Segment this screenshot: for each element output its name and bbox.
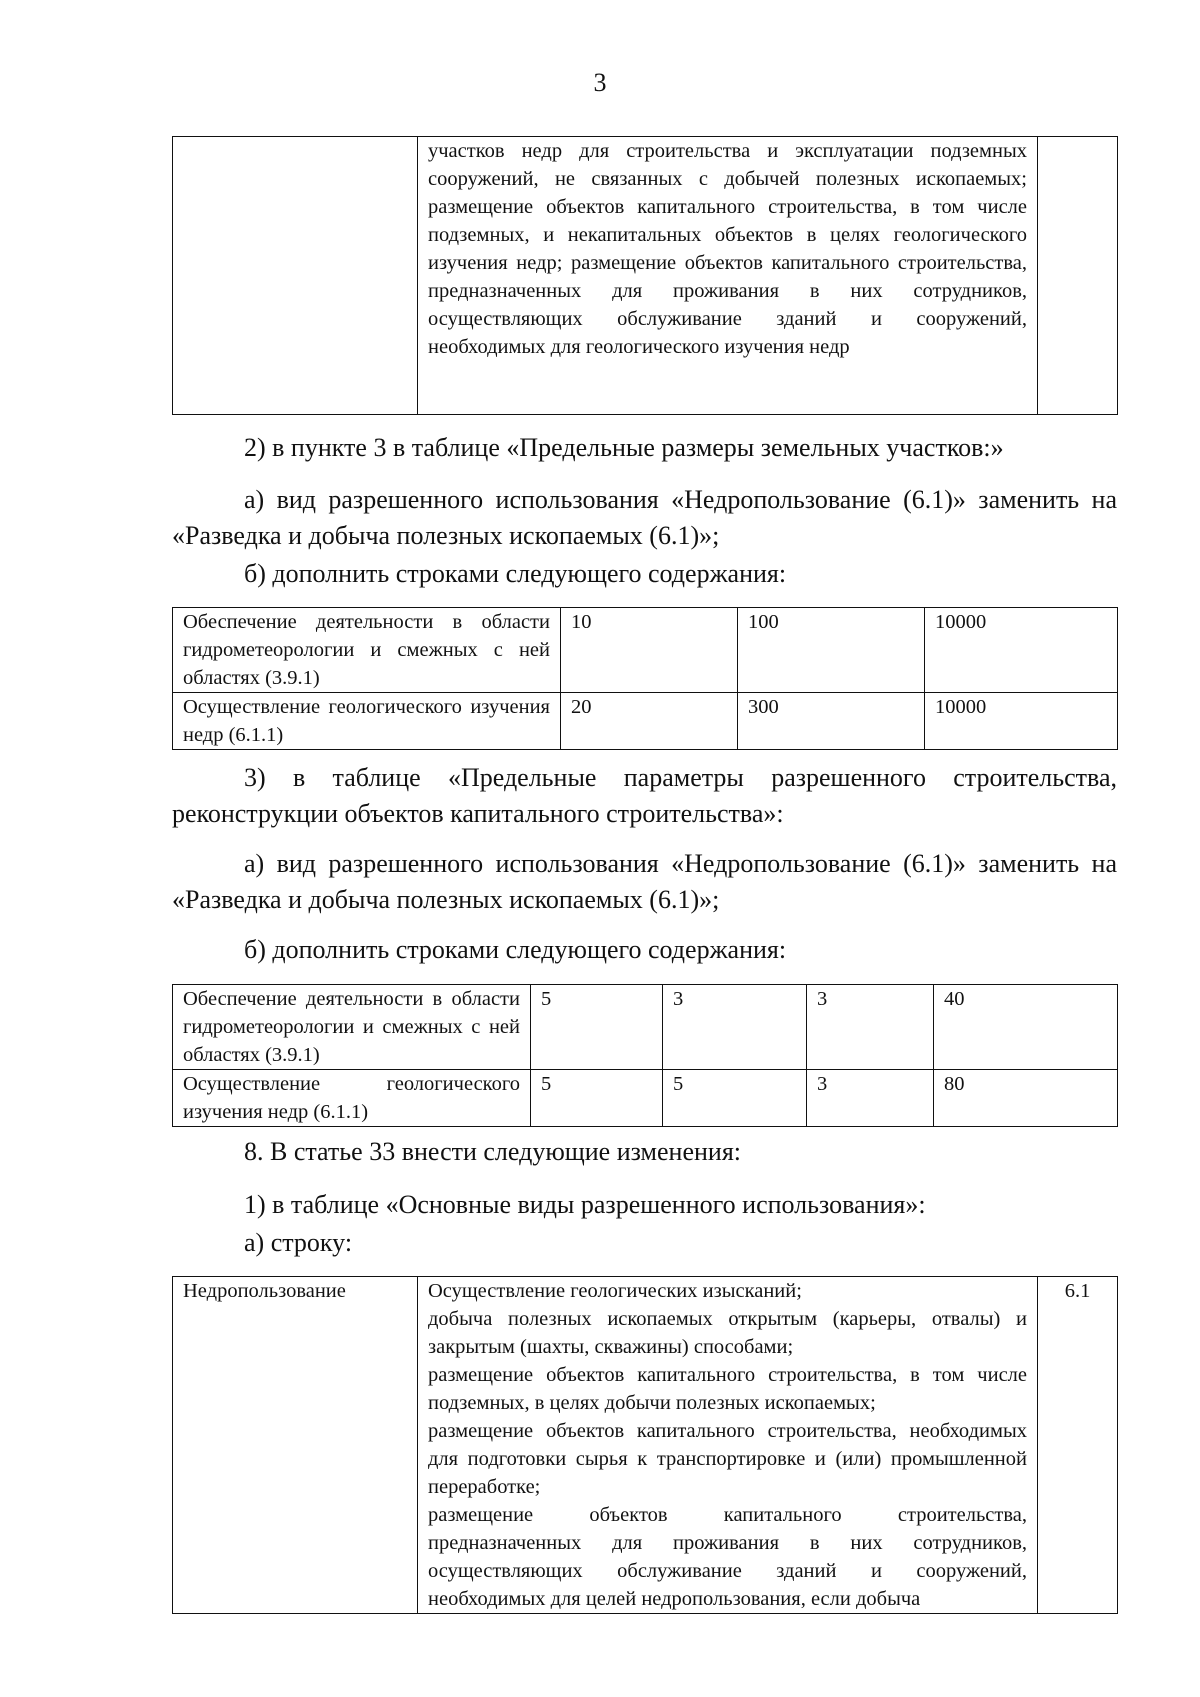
use-type-cell: Обеспечение деятельности в области гидрометеорологии и смежных с ней областях (3.9.1): [173, 985, 531, 1070]
value-cell: 5: [531, 985, 663, 1070]
use-type-cell: Осуществление геологического изучения недр (6.1.1): [173, 1070, 531, 1127]
description-line: размещение объектов капитального строительства, предназначенных для проживания в них сотрудников, осуществляющих обслуживание зданий и сооружений, необходимых для целей недропользования, если добыча: [428, 1504, 1027, 1610]
table-row: [173, 693, 1118, 750]
value-cell: 10000: [925, 693, 1118, 750]
description-line: размещение объектов капитального строительства, необходимых для подготовки сырья к транспортировке и (или) промышленной переработке;: [428, 1420, 1027, 1498]
value-cell: 5: [663, 1070, 807, 1127]
paragraph-item-3b: б) дополнить строками следующего содержания:: [244, 935, 787, 964]
value-cell: 300: [738, 693, 925, 750]
description-cell: участков недр для строительства и эксплуатации подземных сооружений, не связанных с добычей полезных ископаемых; размещение объектов капитального строительства, в том числе подземных, и некапитальных объектов в целях геологического изучения недр; размещение объектов капитального строительства, предназначенных для проживания в них сотрудников, осуществляющих обслуживание зданий и сооружений, необходимых для геологического изучения недр: [418, 137, 1038, 415]
value-cell: 3: [807, 1070, 934, 1127]
value-cell: 5: [531, 1070, 663, 1127]
permitted-use-table: [172, 1276, 1118, 1614]
paragraph-item-8: 8. В статье 33 внести следующие изменения:: [244, 1137, 741, 1166]
value-cell: 3: [663, 985, 807, 1070]
use-type-cell: Обеспечение деятельности в области гидрометеорологии и смежных с ней областях (3.9.1): [173, 608, 561, 693]
paragraph-item-2a: а) вид разрешенного использования «Недропользование (6.1)» заменить на «Разведка и добыча полезных ископаемых (6.1)»;: [172, 485, 1117, 550]
value-cell: 10000: [925, 608, 1118, 693]
use-type-cell: Осуществление геологического изучения недр (6.1.1): [173, 693, 561, 750]
value-cell: 3: [807, 985, 934, 1070]
table-row: [173, 137, 1118, 415]
value-cell: 10: [561, 608, 738, 693]
code-cell: 6.1: [1038, 1277, 1118, 1614]
description-line: размещение объектов капитального строительства, в том числе подземных, в целях добычи полезных ископаемых;: [428, 1364, 1027, 1414]
use-type-cell: Недропользование: [173, 1277, 418, 1614]
empty-cell: [1038, 137, 1118, 415]
paragraph-item-2b: б) дополнить строками следующего содержания:: [244, 559, 787, 588]
description-line: Осуществление геологических изысканий;: [428, 1280, 802, 1302]
paragraph-item-2: 2) в пункте 3 в таблице «Предельные размеры земельных участков:»: [244, 433, 1004, 462]
table-row: [173, 985, 1118, 1070]
table-row: [173, 608, 1118, 693]
paragraph-item-8-1a: а) строку:: [244, 1228, 353, 1257]
description-line: добыча полезных ископаемых открытым (карьеры, отвалы) и закрытым (шахты, скважины) способами;: [428, 1308, 1027, 1358]
table-row: [173, 1070, 1118, 1127]
value-cell: 20: [561, 693, 738, 750]
paragraph-item-3: 3) в таблице «Предельные параметры разрешенного строительства, реконструкции объектов капитального строительства»:: [172, 763, 1117, 828]
value-cell: 40: [934, 985, 1118, 1070]
page-number: 3: [593, 68, 607, 97]
empty-cell: [173, 137, 418, 415]
value-cell: 80: [934, 1070, 1118, 1127]
continuation-table: [172, 136, 1118, 415]
table-row: [173, 1277, 1118, 1614]
paragraph-item-3a: а) вид разрешенного использования «Недропользование (6.1)» заменить на «Разведка и добыча полезных ископаемых (6.1)»;: [172, 849, 1117, 914]
description-cell: [418, 1277, 1038, 1614]
land-plot-size-table: [172, 607, 1118, 750]
construction-parameters-table: [172, 984, 1118, 1127]
paragraph-item-8-1: 1) в таблице «Основные виды разрешенного использования»:: [244, 1190, 926, 1219]
value-cell: 100: [738, 608, 925, 693]
